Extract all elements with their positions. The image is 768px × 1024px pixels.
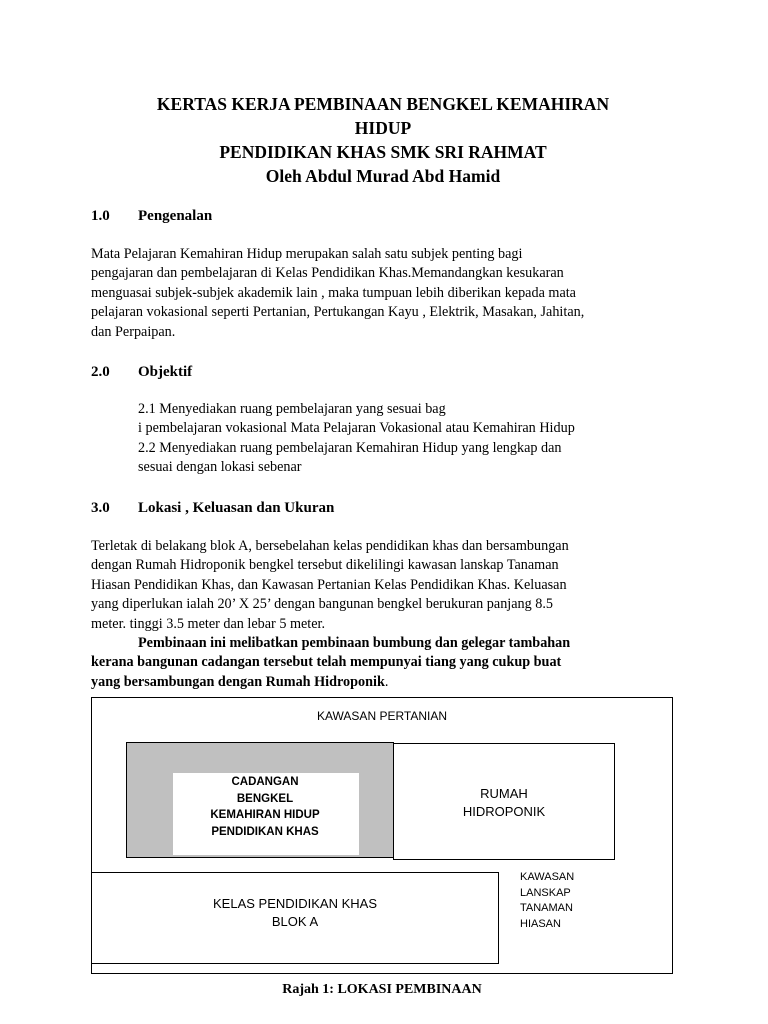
paragraph-line: Terletak di belakang blok A, bersebelahan kelas pendidikan khas dan bersambungan bbox=[91, 538, 569, 554]
section-2-paragraph bbox=[91, 400, 738, 478]
lanskap-line: LANSKAP bbox=[520, 886, 571, 899]
paragraph-line: pelajaran vokasional seperti Pertanian, Pertukangan Kayu , Elektrik, Masakan, Jahitan, bbox=[91, 304, 585, 321]
sentence-period: . bbox=[384, 673, 389, 690]
lanskap-line: HIASAN bbox=[520, 917, 561, 930]
rumah-hidroponik-label bbox=[393, 785, 615, 821]
paragraph-line: dengan Rumah Hidroponik bengkel tersebut dikelilingi kawasan lanskap Tanaman bbox=[91, 557, 559, 574]
objective-line: i pembelajaran vokasional Mata Pelajaran Vokasional atau Kemahiran Hidup bbox=[138, 420, 575, 437]
figure-caption: Rajah 1: LOKASI PEMBINAAN bbox=[282, 982, 482, 997]
objective-line: sesuai dengan lokasi sebenar bbox=[138, 459, 302, 476]
paragraph-line: dan Perpaipan. bbox=[91, 323, 176, 340]
cadangan-bengkel-label bbox=[172, 774, 358, 840]
kawasan-pertanian-label: KAWASAN PERTANIAN bbox=[316, 709, 448, 723]
cadangan-line: PENDIDIKAN KHAS bbox=[211, 825, 319, 838]
title-line-3: PENDIDIKAN KHAS SMK SRI RAHMAT bbox=[219, 142, 547, 162]
rumah-line: HIDROPONIK bbox=[462, 804, 546, 819]
rumah-line: RUMAH bbox=[480, 786, 528, 801]
objective-line: 2.2 Menyediakan ruang pembelajaran Kemahiran Hidup yang lengkap dan bbox=[138, 439, 562, 456]
section-title: Objektif bbox=[138, 364, 193, 380]
title-author: Oleh Abdul Murad Abd Hamid bbox=[265, 166, 501, 186]
kelas-blok-a-label bbox=[91, 895, 499, 931]
section-number: 2.0 bbox=[91, 364, 110, 380]
paragraph-line: menguasai subjek-subjek akademik lain , maka tumpuan lebih diberikan kepada mata bbox=[91, 284, 576, 301]
paragraph-line: yang diperlukan ialah 20’ X 25’ dengan bangunan bengkel berukuran panjang 8.5 bbox=[91, 596, 553, 613]
lanskap-line: TANAMAN bbox=[520, 902, 573, 914]
cadangan-line: BENGKEL bbox=[236, 792, 294, 805]
kawasan-lanskap-label bbox=[520, 870, 574, 932]
paragraph-line: meter. tinggi 3.5 meter dan lebar 5 meter. bbox=[91, 615, 326, 632]
cadangan-line: KEMAHIRAN HIDUP bbox=[210, 809, 320, 821]
section-3-paragraph bbox=[91, 537, 691, 692]
kelas-line: KELAS PENDIDIKAN KHAS bbox=[213, 896, 377, 911]
objective-line: 2.1 Menyediakan ruang pembelajaran yang sesuai bag bbox=[138, 401, 446, 417]
paragraph-line: Hiasan Pendidikan Khas, dan Kawasan Pertanian Kelas Pendidikan Khas. Keluasan bbox=[91, 576, 567, 593]
section-1-paragraph bbox=[91, 245, 691, 342]
section-title: Lokasi , Keluasan dan Ukuran bbox=[138, 500, 335, 516]
cadangan-line: CADANGAN bbox=[231, 776, 299, 788]
bold-paragraph-line: kerana bangunan cadangan tersebut telah mempunyai tiang yang cukup buat bbox=[91, 654, 562, 671]
section-heading-2 bbox=[91, 362, 192, 382]
document-title bbox=[90, 92, 676, 188]
kelas-line: BLOK A bbox=[271, 914, 319, 929]
lanskap-line: KAWASAN bbox=[520, 871, 575, 883]
bold-paragraph-line: Pembinaan ini melibatkan pembinaan bumbung dan gelegar tambahan bbox=[138, 635, 571, 652]
section-heading-3 bbox=[91, 498, 334, 518]
section-number: 1.0 bbox=[91, 208, 110, 224]
bold-paragraph-line: yang bersambungan dengan Rumah Hidroponik bbox=[91, 673, 385, 690]
title-line-2: HIDUP bbox=[354, 118, 412, 138]
title-line-1: KERTAS KERJA PEMBINAAN BENGKEL KEMAHIRAN bbox=[156, 94, 610, 114]
section-number: 3.0 bbox=[91, 500, 110, 516]
section-heading-1 bbox=[91, 206, 212, 226]
paragraph-line: Mata Pelajaran Kemahiran Hidup merupakan salah satu subjek penting bagi bbox=[91, 246, 523, 262]
section-title: Pengenalan bbox=[138, 208, 213, 224]
paragraph-line: pengajaran dan pembelajaran di Kelas Pendidikan Khas.Memandangkan kesukaran bbox=[91, 265, 564, 282]
